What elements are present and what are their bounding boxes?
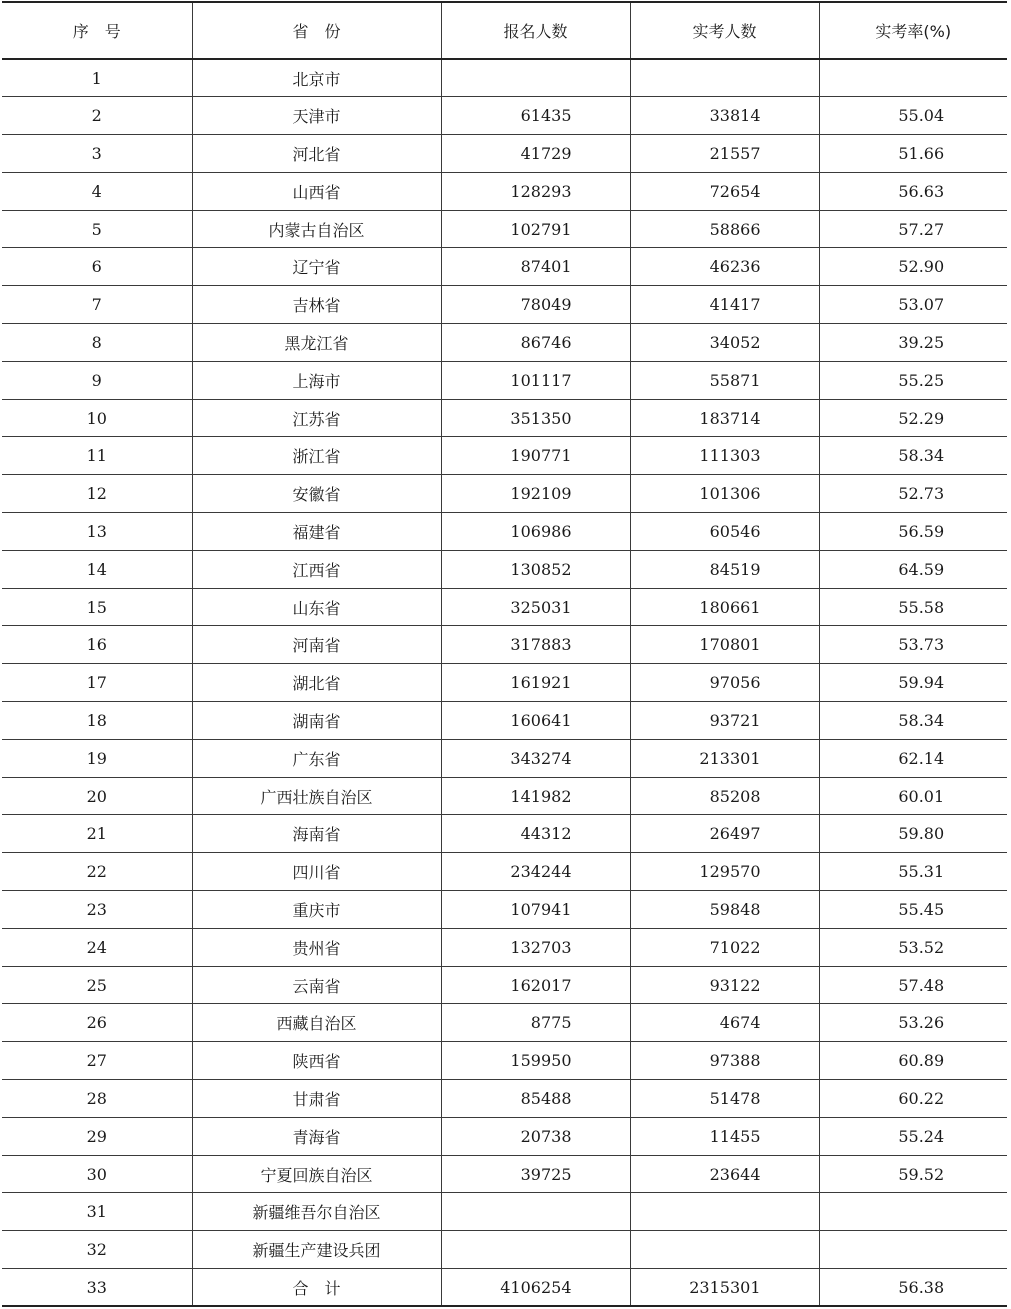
cell-province: 河南省 bbox=[192, 626, 441, 664]
cell-rate: 39.25 bbox=[819, 324, 1007, 362]
cell-registered: 317883 bbox=[441, 626, 630, 664]
table-row bbox=[2, 664, 1007, 702]
cell-actual: 34052 bbox=[630, 324, 819, 362]
table-row bbox=[2, 739, 1007, 777]
cell-seq: 29 bbox=[2, 1117, 192, 1155]
cell-province: 广西壮族自治区 bbox=[192, 777, 441, 815]
table-row bbox=[2, 777, 1007, 815]
cell-seq: 18 bbox=[2, 702, 192, 740]
cell-seq: 19 bbox=[2, 739, 192, 777]
cell-registered: 192109 bbox=[441, 475, 630, 513]
cell-actual: 97388 bbox=[630, 1042, 819, 1080]
cell-registered: 160641 bbox=[441, 702, 630, 740]
cell-rate: 62.14 bbox=[819, 739, 1007, 777]
table-body bbox=[2, 59, 1007, 1306]
cell-province: 内蒙古自治区 bbox=[192, 210, 441, 248]
cell-rate: 55.04 bbox=[819, 97, 1007, 135]
cell-seq: 10 bbox=[2, 399, 192, 437]
cell-actual: 21557 bbox=[630, 135, 819, 173]
cell-registered: 190771 bbox=[441, 437, 630, 475]
cell-rate: 52.73 bbox=[819, 475, 1007, 513]
cell-rate: 56.38 bbox=[819, 1269, 1007, 1307]
table-row bbox=[2, 1004, 1007, 1042]
table-row bbox=[2, 475, 1007, 513]
cell-seq: 17 bbox=[2, 664, 192, 702]
cell-province: 湖南省 bbox=[192, 702, 441, 740]
cell-province: 天津市 bbox=[192, 97, 441, 135]
cell-actual: 129570 bbox=[630, 853, 819, 891]
cell-registered: 102791 bbox=[441, 210, 630, 248]
table-row bbox=[2, 1155, 1007, 1193]
cell-registered: 78049 bbox=[441, 286, 630, 324]
cell-actual: 72654 bbox=[630, 172, 819, 210]
cell-rate: 58.34 bbox=[819, 437, 1007, 475]
cell-province: 西藏自治区 bbox=[192, 1004, 441, 1042]
cell-registered: 20738 bbox=[441, 1117, 630, 1155]
cell-registered: 130852 bbox=[441, 550, 630, 588]
cell-province: 浙江省 bbox=[192, 437, 441, 475]
cell-rate: 53.52 bbox=[819, 928, 1007, 966]
cell-actual: 59848 bbox=[630, 891, 819, 929]
cell-seq: 13 bbox=[2, 513, 192, 551]
cell-actual: 93721 bbox=[630, 702, 819, 740]
cell-actual: 2315301 bbox=[630, 1269, 819, 1307]
cell-rate: 56.59 bbox=[819, 513, 1007, 551]
cell-registered: 343274 bbox=[441, 739, 630, 777]
cell-actual: 33814 bbox=[630, 97, 819, 135]
table-header-row bbox=[2, 2, 1007, 59]
table-row bbox=[2, 702, 1007, 740]
cell-province: 辽宁省 bbox=[192, 248, 441, 286]
cell-actual bbox=[630, 59, 819, 97]
cell-seq: 30 bbox=[2, 1155, 192, 1193]
cell-rate bbox=[819, 1231, 1007, 1269]
cell-seq: 7 bbox=[2, 286, 192, 324]
cell-rate: 64.59 bbox=[819, 550, 1007, 588]
cell-province: 青海省 bbox=[192, 1117, 441, 1155]
cell-province: 合 计 bbox=[192, 1269, 441, 1307]
cell-seq: 28 bbox=[2, 1080, 192, 1118]
cell-province: 贵州省 bbox=[192, 928, 441, 966]
cell-registered: 128293 bbox=[441, 172, 630, 210]
cell-rate: 55.58 bbox=[819, 588, 1007, 626]
cell-province: 江西省 bbox=[192, 550, 441, 588]
cell-registered: 39725 bbox=[441, 1155, 630, 1193]
cell-actual bbox=[630, 1231, 819, 1269]
cell-rate: 57.27 bbox=[819, 210, 1007, 248]
cell-seq: 8 bbox=[2, 324, 192, 362]
cell-actual: 180661 bbox=[630, 588, 819, 626]
cell-province: 北京市 bbox=[192, 59, 441, 97]
table-row bbox=[2, 550, 1007, 588]
cell-rate: 60.01 bbox=[819, 777, 1007, 815]
table-row bbox=[2, 1231, 1007, 1269]
cell-seq: 31 bbox=[2, 1193, 192, 1231]
table-row bbox=[2, 1042, 1007, 1080]
cell-province: 山西省 bbox=[192, 172, 441, 210]
table-row bbox=[2, 324, 1007, 362]
cell-registered: 86746 bbox=[441, 324, 630, 362]
cell-province: 湖北省 bbox=[192, 664, 441, 702]
cell-actual: 60546 bbox=[630, 513, 819, 551]
cell-actual: 58866 bbox=[630, 210, 819, 248]
cell-rate: 52.29 bbox=[819, 399, 1007, 437]
exam-statistics-table bbox=[2, 1, 1007, 1307]
cell-seq: 2 bbox=[2, 97, 192, 135]
cell-actual: 93122 bbox=[630, 966, 819, 1004]
cell-registered: 162017 bbox=[441, 966, 630, 1004]
cell-seq: 25 bbox=[2, 966, 192, 1004]
cell-registered: 4106254 bbox=[441, 1269, 630, 1307]
table-row bbox=[2, 1193, 1007, 1231]
cell-seq: 6 bbox=[2, 248, 192, 286]
table-row bbox=[2, 210, 1007, 248]
cell-actual: 26497 bbox=[630, 815, 819, 853]
cell-actual: 11455 bbox=[630, 1117, 819, 1155]
cell-actual: 111303 bbox=[630, 437, 819, 475]
cell-registered bbox=[441, 59, 630, 97]
cell-actual: 4674 bbox=[630, 1004, 819, 1042]
cell-province: 重庆市 bbox=[192, 891, 441, 929]
header-rate: 实考率(%) bbox=[819, 2, 1007, 59]
cell-actual bbox=[630, 1193, 819, 1231]
cell-seq: 27 bbox=[2, 1042, 192, 1080]
cell-actual: 46236 bbox=[630, 248, 819, 286]
cell-province: 四川省 bbox=[192, 853, 441, 891]
cell-rate: 51.66 bbox=[819, 135, 1007, 173]
cell-registered: 159950 bbox=[441, 1042, 630, 1080]
cell-actual: 55871 bbox=[630, 361, 819, 399]
cell-rate: 52.90 bbox=[819, 248, 1007, 286]
cell-seq: 12 bbox=[2, 475, 192, 513]
cell-seq: 14 bbox=[2, 550, 192, 588]
header-seq: 序 号 bbox=[2, 2, 192, 59]
cell-registered bbox=[441, 1231, 630, 1269]
cell-actual: 51478 bbox=[630, 1080, 819, 1118]
cell-registered: 61435 bbox=[441, 97, 630, 135]
cell-province: 宁夏回族自治区 bbox=[192, 1155, 441, 1193]
table-row bbox=[2, 513, 1007, 551]
cell-seq: 5 bbox=[2, 210, 192, 248]
cell-actual: 183714 bbox=[630, 399, 819, 437]
cell-seq: 11 bbox=[2, 437, 192, 475]
cell-province: 新疆生产建设兵团 bbox=[192, 1231, 441, 1269]
table-row bbox=[2, 588, 1007, 626]
cell-seq: 23 bbox=[2, 891, 192, 929]
table-row bbox=[2, 891, 1007, 929]
table-row bbox=[2, 97, 1007, 135]
header-actual: 实考人数 bbox=[630, 2, 819, 59]
cell-actual: 85208 bbox=[630, 777, 819, 815]
cell-actual: 84519 bbox=[630, 550, 819, 588]
table-row bbox=[2, 437, 1007, 475]
cell-actual: 41417 bbox=[630, 286, 819, 324]
cell-registered: 351350 bbox=[441, 399, 630, 437]
cell-province: 甘肃省 bbox=[192, 1080, 441, 1118]
cell-rate: 59.52 bbox=[819, 1155, 1007, 1193]
cell-rate: 60.22 bbox=[819, 1080, 1007, 1118]
cell-registered: 85488 bbox=[441, 1080, 630, 1118]
cell-registered: 141982 bbox=[441, 777, 630, 815]
cell-rate: 55.25 bbox=[819, 361, 1007, 399]
cell-seq: 22 bbox=[2, 853, 192, 891]
table-row bbox=[2, 248, 1007, 286]
cell-registered: 101117 bbox=[441, 361, 630, 399]
cell-registered: 161921 bbox=[441, 664, 630, 702]
cell-seq: 24 bbox=[2, 928, 192, 966]
cell-seq: 4 bbox=[2, 172, 192, 210]
cell-rate bbox=[819, 59, 1007, 97]
cell-province: 吉林省 bbox=[192, 286, 441, 324]
table-row bbox=[2, 135, 1007, 173]
cell-seq: 9 bbox=[2, 361, 192, 399]
cell-rate: 59.80 bbox=[819, 815, 1007, 853]
cell-province: 福建省 bbox=[192, 513, 441, 551]
cell-rate: 55.31 bbox=[819, 853, 1007, 891]
cell-seq: 20 bbox=[2, 777, 192, 815]
cell-rate: 55.24 bbox=[819, 1117, 1007, 1155]
table-row bbox=[2, 815, 1007, 853]
cell-rate: 53.07 bbox=[819, 286, 1007, 324]
table-row bbox=[2, 59, 1007, 97]
cell-province: 河北省 bbox=[192, 135, 441, 173]
cell-seq: 32 bbox=[2, 1231, 192, 1269]
cell-seq: 1 bbox=[2, 59, 192, 97]
cell-actual: 23644 bbox=[630, 1155, 819, 1193]
table-row bbox=[2, 361, 1007, 399]
cell-seq: 3 bbox=[2, 135, 192, 173]
cell-actual: 97056 bbox=[630, 664, 819, 702]
table-row bbox=[2, 1080, 1007, 1118]
cell-province: 海南省 bbox=[192, 815, 441, 853]
cell-province: 江苏省 bbox=[192, 399, 441, 437]
header-province: 省 份 bbox=[192, 2, 441, 59]
table-row bbox=[2, 1269, 1007, 1307]
table-row bbox=[2, 853, 1007, 891]
table-row bbox=[2, 626, 1007, 664]
cell-seq: 21 bbox=[2, 815, 192, 853]
table-row bbox=[2, 399, 1007, 437]
cell-seq: 15 bbox=[2, 588, 192, 626]
cell-actual: 101306 bbox=[630, 475, 819, 513]
cell-rate bbox=[819, 1193, 1007, 1231]
cell-actual: 71022 bbox=[630, 928, 819, 966]
cell-registered: 8775 bbox=[441, 1004, 630, 1042]
cell-registered: 106986 bbox=[441, 513, 630, 551]
cell-rate: 59.94 bbox=[819, 664, 1007, 702]
table-row bbox=[2, 966, 1007, 1004]
cell-province: 陕西省 bbox=[192, 1042, 441, 1080]
cell-actual: 213301 bbox=[630, 739, 819, 777]
cell-province: 新疆维吾尔自治区 bbox=[192, 1193, 441, 1231]
cell-registered bbox=[441, 1193, 630, 1231]
cell-province: 黑龙江省 bbox=[192, 324, 441, 362]
cell-rate: 53.26 bbox=[819, 1004, 1007, 1042]
cell-actual: 170801 bbox=[630, 626, 819, 664]
cell-rate: 60.89 bbox=[819, 1042, 1007, 1080]
cell-province: 上海市 bbox=[192, 361, 441, 399]
cell-rate: 53.73 bbox=[819, 626, 1007, 664]
cell-province: 山东省 bbox=[192, 588, 441, 626]
cell-registered: 234244 bbox=[441, 853, 630, 891]
cell-rate: 56.63 bbox=[819, 172, 1007, 210]
cell-rate: 55.45 bbox=[819, 891, 1007, 929]
cell-registered: 41729 bbox=[441, 135, 630, 173]
table-row bbox=[2, 286, 1007, 324]
cell-seq: 26 bbox=[2, 1004, 192, 1042]
cell-rate: 58.34 bbox=[819, 702, 1007, 740]
cell-registered: 87401 bbox=[441, 248, 630, 286]
cell-registered: 325031 bbox=[441, 588, 630, 626]
cell-province: 云南省 bbox=[192, 966, 441, 1004]
cell-registered: 132703 bbox=[441, 928, 630, 966]
table-row bbox=[2, 172, 1007, 210]
table-row bbox=[2, 928, 1007, 966]
cell-seq: 33 bbox=[2, 1269, 192, 1307]
cell-province: 广东省 bbox=[192, 739, 441, 777]
cell-registered: 44312 bbox=[441, 815, 630, 853]
cell-province: 安徽省 bbox=[192, 475, 441, 513]
cell-registered: 107941 bbox=[441, 891, 630, 929]
cell-seq: 16 bbox=[2, 626, 192, 664]
table-row bbox=[2, 1117, 1007, 1155]
header-registered: 报名人数 bbox=[441, 2, 630, 59]
cell-rate: 57.48 bbox=[819, 966, 1007, 1004]
